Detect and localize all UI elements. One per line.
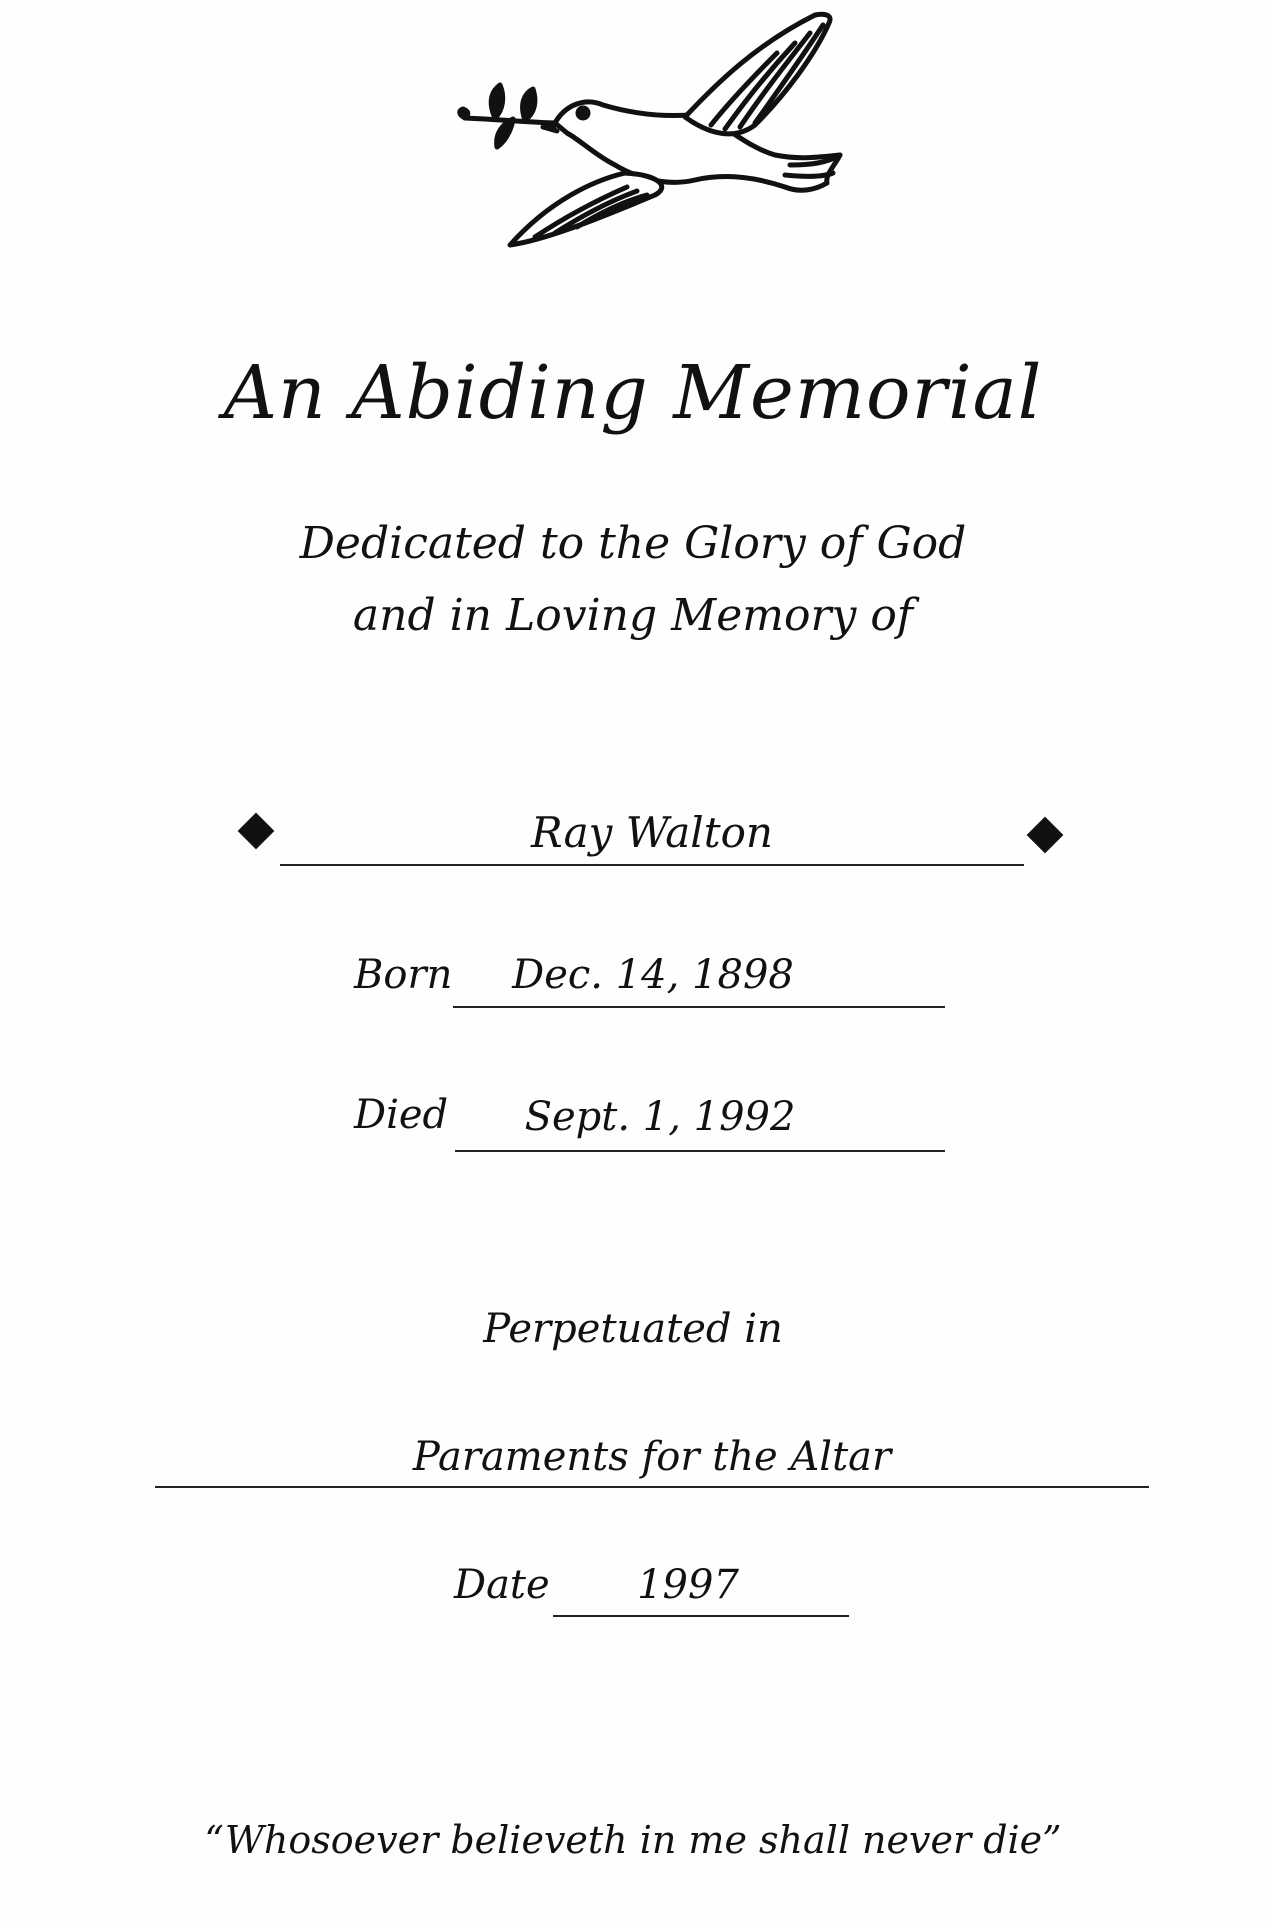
perpetuated-underline <box>155 1486 1149 1488</box>
died-label: Died <box>354 1092 449 1138</box>
died-underline <box>455 1150 945 1152</box>
perpetuated-label: Perpetuated in <box>483 1306 783 1352</box>
born-label: Born <box>354 952 453 998</box>
left-diamond-icon <box>238 813 275 850</box>
scripture-quote: “Whosoever believeth in me shall never die” <box>204 1818 1062 1862</box>
perpetuated-value: Paraments for the Altar <box>412 1434 892 1480</box>
name-underline <box>280 864 1024 866</box>
born-underline <box>453 1006 945 1008</box>
date-underline <box>553 1615 849 1617</box>
honoree-name: Ray Walton <box>531 808 773 857</box>
dedication-line-1: Dedicated to the Glory of God <box>299 518 967 569</box>
born-value: Dec. 14, 1898 <box>512 952 794 998</box>
right-diamond-icon <box>1027 817 1064 854</box>
dedication-line-2: and in Loving Memory of <box>352 590 914 641</box>
date-label: Date <box>454 1562 550 1608</box>
died-value: Sept. 1, 1992 <box>524 1094 796 1140</box>
dove-with-olive-branch-icon <box>455 5 865 250</box>
page-title: An Abiding Memorial <box>223 350 1043 436</box>
date-value: 1997 <box>637 1562 739 1608</box>
